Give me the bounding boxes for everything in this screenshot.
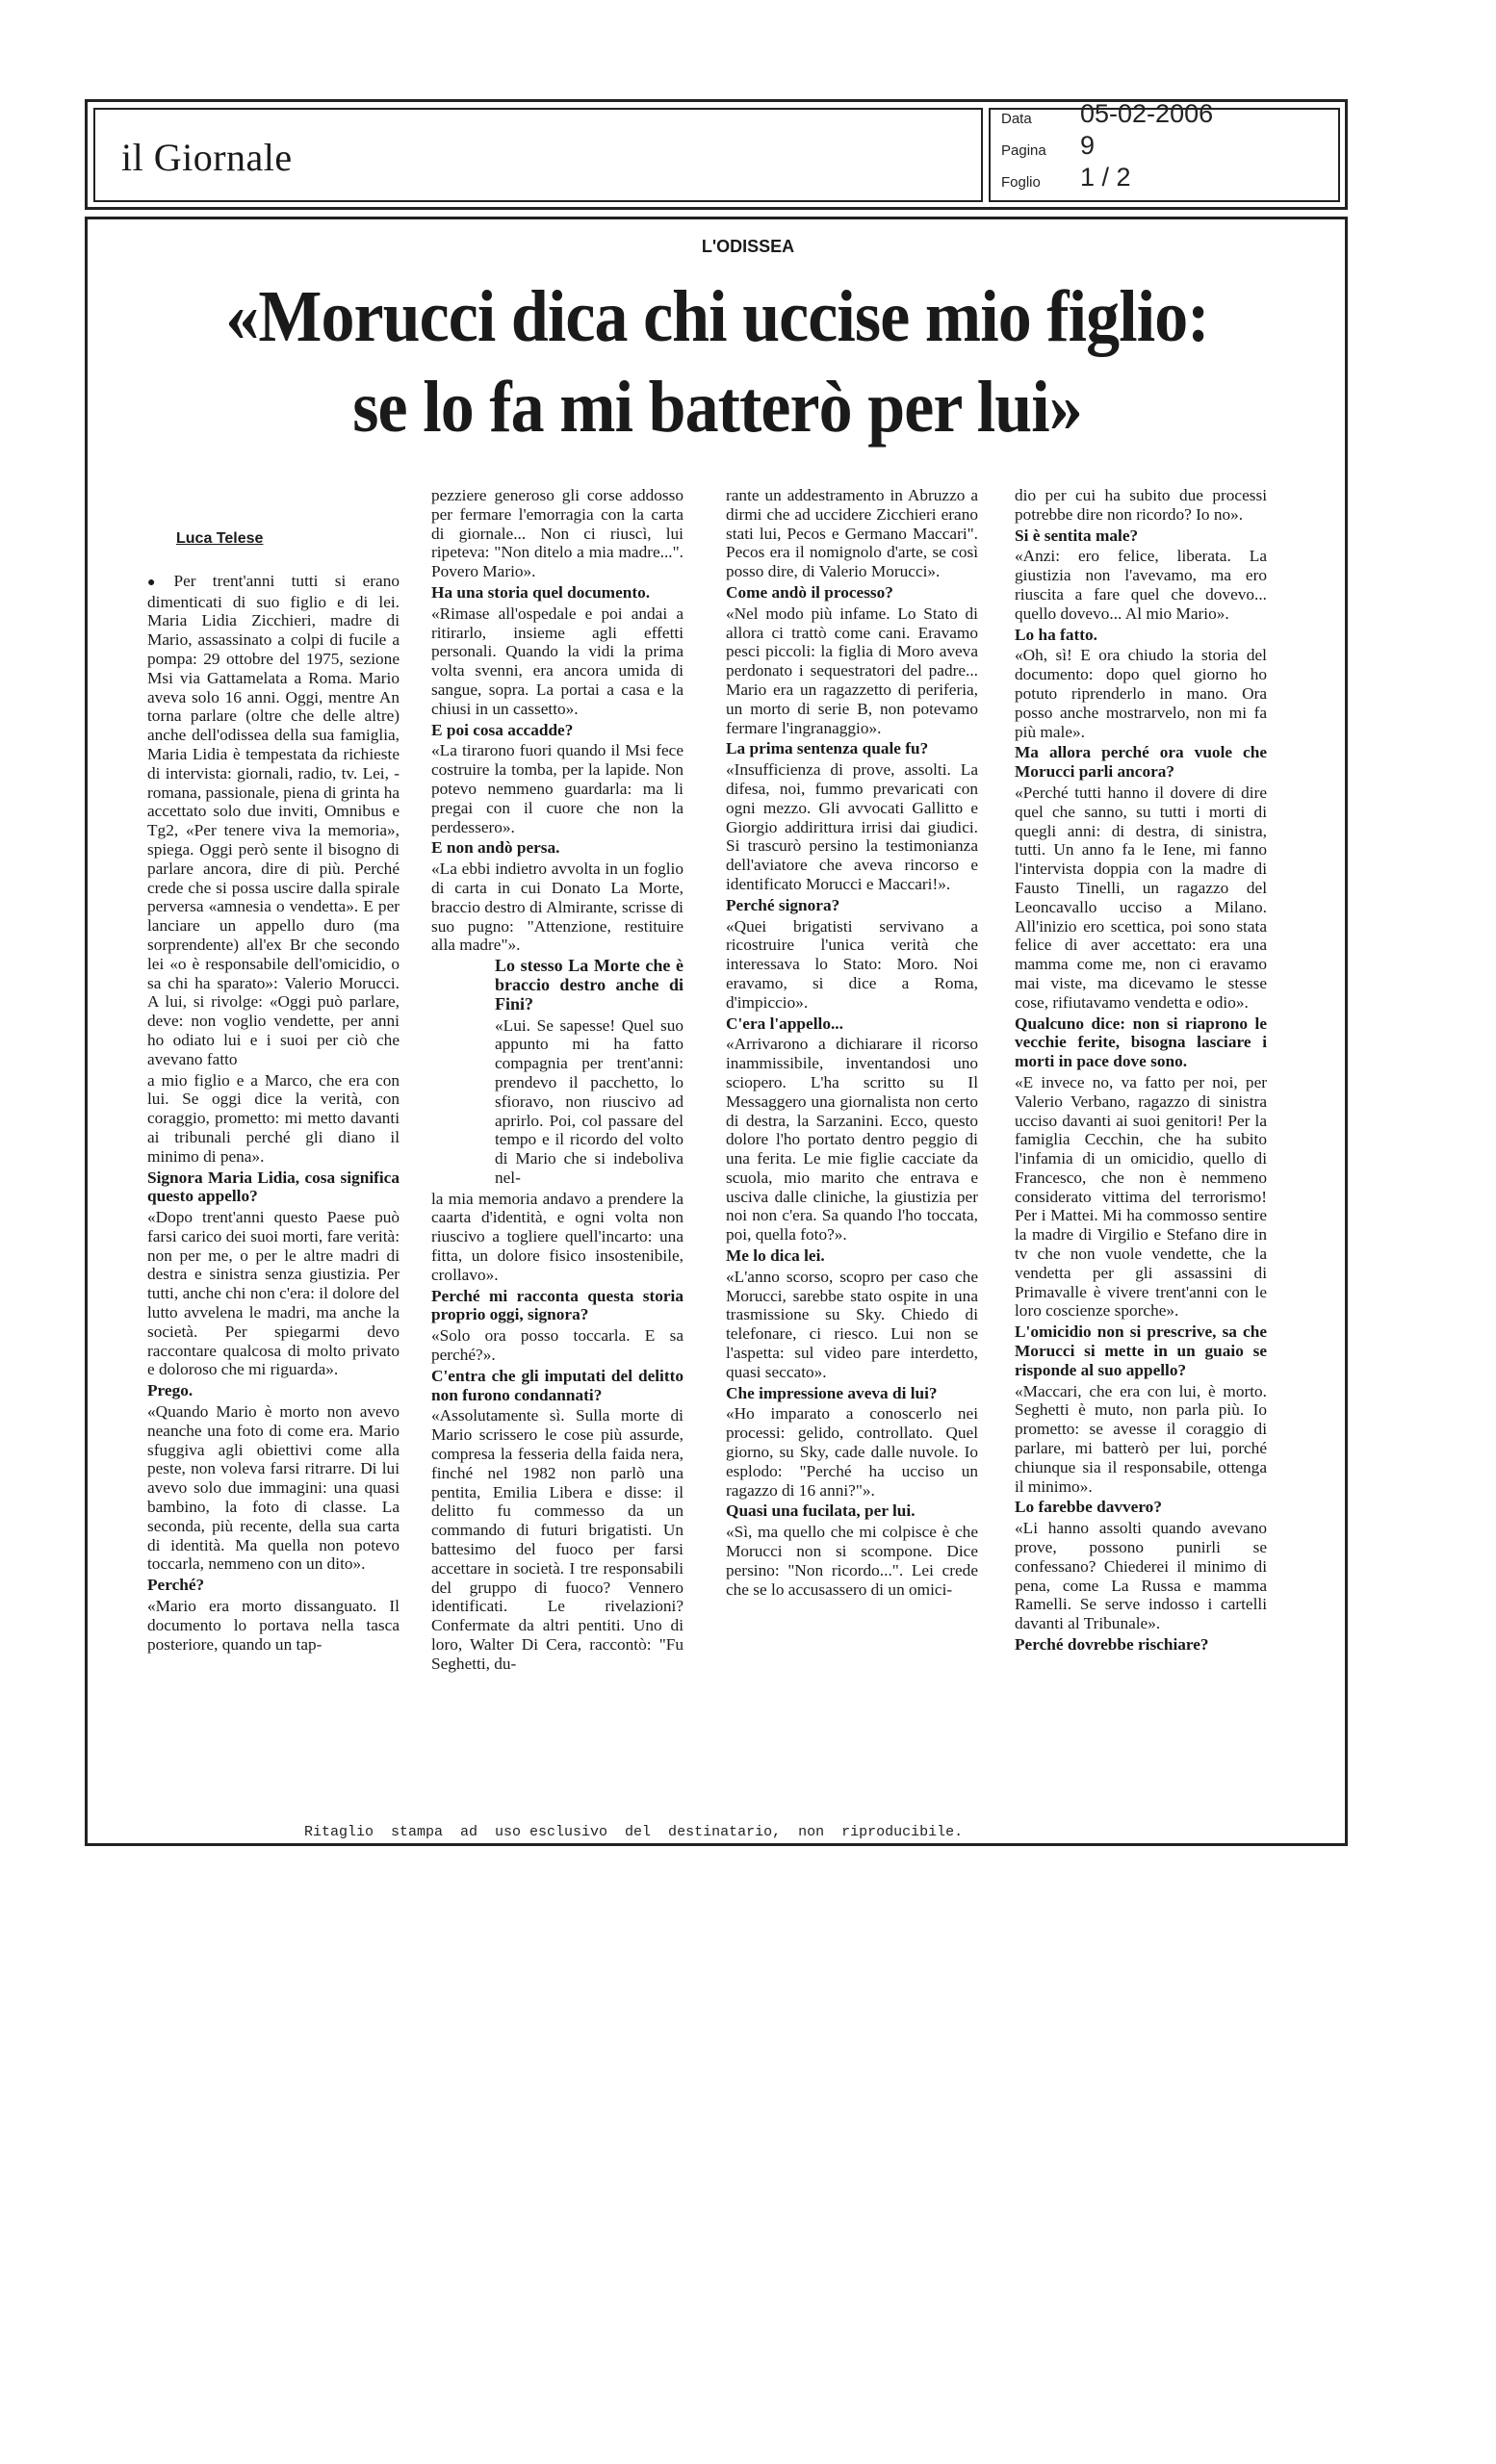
paragraph-text: Perché signora? [726,895,840,914]
paragraph-text: E non andò persa. [431,838,560,858]
paragraph [1015,486,1267,525]
paragraph-text: «L'anno scorso, scopro per caso che Morucci, sarebbe stato ospite in una trasmissione su Sky. Chiedo di telefonare, ci riesco. Lui non se l'aspetta: sul video pare interdetto, quasi seccato». [726,1267,978,1381]
question [147,1381,400,1400]
paragraph [726,486,978,581]
paragraph-text: C'era l'appello... [726,1014,843,1033]
paragraph [431,741,684,836]
paragraph [1015,547,1267,623]
paragraph-text: «La tirarono fuori quando il Msi fece costruire la tomba, per la lapide. Non potevo nemmeno guardarla: ma li pregai con il cuore che non la perdessero». [431,741,684,836]
paragraph [726,1268,978,1382]
question [147,1576,400,1595]
paragraph [147,572,400,1069]
paragraph [726,917,978,1013]
page-label: Pagina [1001,142,1046,159]
section-label: L'ODISSEA [701,237,795,256]
question [726,1014,978,1034]
article-column-3 [726,486,978,1829]
paragraph [1015,1519,1267,1633]
date-label: Data [1001,111,1032,127]
paragraph-text: «Insufficienza di prove, assolti. La difesa, noi, fummo prevaricati con ogni mezzo. Gli avvocati Gallitto e Giorgio addirittura irrisi dai giudici. Si trascurò persino la testimonianza dell'aviatore che aveva rincorso e identificato Morucci e Maccari!». [726,760,978,893]
paragraph [431,860,684,955]
byline: Luca Telese [176,530,264,547]
question [726,583,978,603]
paragraph-text: «Maccari, che era con lui, è morto. Seghetti è muto, non parla più. Io prometto: se avesse il coraggio di parlare, mi batterò per lui, porché chiunque sia il responsabile, ottenga il minimo». [1015,1381,1267,1496]
question [726,1384,978,1403]
paragraph [147,1402,400,1574]
paragraph-text: Qualcuno dice: non si riaprono le vecchie ferite, bisogna lasciare i morti in pace dove sono. [1015,1014,1267,1071]
paragraph [431,604,684,719]
question [431,1287,684,1325]
paragraph-text: «Sì, ma quello che mi colpisce è che Morucci non si scompone. Dice persino: "Non ricordo...". Lei crede che se lo accusassero di un omici- [726,1523,978,1599]
paragraph-text: «Solo ora posso toccarla. E sa perché?». [431,1326,684,1365]
question [431,1367,684,1405]
question [726,739,978,758]
paragraph-text: «Quei brigatisti servivano a ricostruire l'unica verità che interessava lo Stato: Moro. Noi eravamo, si dice a Roma, d'impiccio». [726,916,978,1012]
question [1015,526,1267,546]
question [495,957,684,1014]
paragraph-text: Per trent'anni tutti si erano dimenticati di suo figlio e di lei. Maria Lidia Zicchieri, madre di Mario, assassinato a colpi di fucile a pompa: 29 ottobre del 1975, sezione Msi via Gattamelata a Roma. Mario aveva solo 16 anni. Oggi, mentre An torna parlare (oltre che delle altre) anche dell'odissea della sua famiglia, Maria Lidia è tempestata da richieste di intervista: giornali, radio, tv. Lei, - romana, passionale, piena di grinta ha accettato solo due inviti, Omnibus e Tg2, «Per tenere viva la memoria», spiega. Oggi però sente il bisogno di parlare ancora, dire di più. Perché crede che si possa uscire dalla spirale perversa «amnesia o vendetta». E per lanciare un appello duro (ma sorprendente) all'ex Br che secondo lei «o è responsabile dell'omicidio, o sa chi ha sparato»: Valerio Morucci. A lui, si rivolge: «Oggi può parlare, deve: non voglio vendette, per anni ho odiato lui e i suoi per ciò che avevano fatto [147,571,400,1068]
footer-notice: Ritaglio stampa ad uso esclusivo del destinatario, non riproducibile. [304,1824,964,1840]
paragraph-text: «Nel modo più infame. Lo Stato di allora ci trattò come cani. Eravamo pesci piccoli: la figlia di Moro aveva perdonato i sequestratori del padre... Mario era un ragazzetto di periferia, un morto di serie B, non potevamo fermare l'ingranaggio». [726,603,978,737]
paragraph-text: a mio figlio e a Marco, che era con lui. Se oggi dice la verità, con coraggio, prometto: mi metto davanti ai tribunali perché gli diano il minimo di pena». [147,1070,400,1166]
paragraph [726,1404,978,1500]
paragraph-text: Ma allora perché ora vuole che Morucci parli ancora? [1015,743,1267,782]
paragraph-text: Come andò il processo? [726,582,893,602]
question [1015,626,1267,645]
paragraph [431,1406,684,1673]
paragraph-text: Perché mi racconta questa storia proprio oggi, signora? [431,1286,684,1324]
paragraph-text: Lo farebbe davvero? [1015,1498,1162,1517]
question [1015,743,1267,782]
question [726,1502,978,1521]
paragraph-text: Ha una storia quel documento. [431,582,651,602]
paragraph-text: «Dopo trent'anni questo Paese può farsi carico dei suoi morti, fare verità: non per me, o per le altre madri di destra e sinistra senza giustizia. Per tutti, anche chi non c'era: il dolore del lutto avvelena le madri, ma anche la società. Per spiegarmi devo raccontare qualcosa di molto privato e doloroso che mi riguarda». [147,1208,400,1379]
paragraph-text: «Anzi: ero felice, liberata. La giustizia non l'avevamo, ma ero riuscita a fare quel che dovevo... quello dovevo... Al mio Mario». [1015,547,1267,623]
masthead: il Giornale [121,136,293,179]
paragraph [147,1071,400,1167]
sheet-value: 1 / 2 [1080,163,1131,192]
paragraph-text: «Oh, sì! E ora chiudo la storia del documento: dopo quel giorno ho potuto riprenderlo in mano. Ora posso anche mostrarvelo, non mi fa più male». [1015,646,1267,741]
paragraph [495,1016,684,1188]
page-value: 9 [1080,131,1096,160]
question [1015,1635,1267,1655]
headline-line-2: se lo fa mi batterò per lui» [352,367,1082,448]
paragraph-text: Lo ha fatto. [1015,625,1097,644]
paragraph [726,604,978,738]
article-column-1 [147,481,400,1824]
sheet-label: Foglio [1001,174,1041,191]
date-value: 05-02-2006 [1080,99,1214,128]
paragraph-text: «Quando Mario è morto non avevo neanche una foto di come era. Mario sfuggiva agli obiettivi come alla peste, non voleva farsi ritrarre. Di lui avevo solo due immagini: una quasi bambino, la foto di classe. La seconda, più recente, della sua carta di identità. Ma quella non potevo toccarla, nemmeno con un dito». [147,1402,400,1574]
paragraph-text: Prego. [147,1381,193,1400]
paragraph-text: Quasi una fucilata, per lui. [726,1502,916,1521]
paragraph [431,1190,684,1285]
paragraph-text: la mia memoria andavo a prendere la caarta d'identità, e ogni volta non riuscivo a togliere quell'incarto: una fitta, un dolore fisico insostenibile, crollavo». [431,1189,684,1284]
paragraph [1015,646,1267,741]
bullet-icon: ● [147,575,168,590]
paragraph-text: «Rimase all'ospedale e poi andai a ritirarlo, insieme agli effetti personali. Quando la vidi la prima volta svenni, era ancora umida di sangue, sopra. La portai a casa e la chiusi in un cassetto». [431,603,684,718]
paragraph [147,1208,400,1379]
question [431,583,684,603]
question [1015,1498,1267,1517]
question [431,721,684,740]
paragraph-text: «Lui. Se sapesse! Quel suo appunto mi ha fatto compagnia per trent'anni: prendevo il pacchetto, lo sfioravo, non riuscivo ad aprirlo. Poi, col passare del tempo e il ricordo del volto di Mario che si indeboliva nel- [495,1015,684,1187]
paragraph-text: La prima sentenza quale fu? [726,739,929,758]
paragraph [1015,1382,1267,1497]
paragraph-text: rante un addestramento in Abruzzo a dirmi che ad uccidere Zicchieri erano stati lui, Pecos e Germano Maccari". Pecos era il nomignolo d'arte, se così posso dire, di Valerio Morucci». [726,486,978,581]
question [1015,1322,1267,1379]
question [1015,1014,1267,1071]
question [726,1246,978,1266]
paragraph-text: L'omicidio non si prescrive, sa che Morucci si mette in un guaio se risponde al suo appello? [1015,1322,1267,1379]
paragraph [726,1523,978,1599]
article-column-4 [1015,486,1267,1829]
paragraph-text: C'entra che gli imputati del delitto non furono condannati? [431,1366,684,1404]
paragraph-text: «Mario era morto dissanguato. Il documento lo portava nella tasca posteriore, quando un tap- [147,1597,400,1654]
paragraph-text: «E invece no, va fatto per noi, per Valerio Verbano, ragazzo di sinistra ucciso davanti ai suoi genitori! Per la famiglia Cecchin, che ha subito l'infamia di un omicidio, quello di Francesco, che non è nemmeno considerato vittima del terrorismo! Per i Mattei. Mi ha commosso sentire la madre di Virgilio e Stefano dire in tv che non vuole vendette, che la vendetta per gli assassini di Primavalle è vivere trent'anni con le loro coscienze sporche». [1015,1072,1267,1321]
inset-block [495,957,684,1188]
paragraph-text: E poi cosa accadde? [431,720,574,739]
question [147,1168,400,1207]
paragraph-text: Perché? [147,1576,205,1595]
paragraph [1015,783,1267,1013]
paragraph-text: pezziere generoso gli corse addosso per fermare l'emorragia con la carta di giornale... Non ci riuscì, lui ripeteva: "Non ditelo a mia madre...". Povero Mario». [431,486,684,581]
paragraph [147,1597,400,1654]
paragraph [1015,1073,1267,1321]
paragraph [726,1035,978,1245]
question [726,896,978,915]
headline-line-1: «Morucci dica chi uccise mio figlio: [225,276,1209,357]
article-column-2 [431,486,684,1829]
paragraph-text: «La ebbi indietro avvolta in un foglio di carta in cui Donato La Morte, braccio destro di Almirante, scrisse di suo pugno: "Attenzione, restituire alla madre"». [431,860,684,955]
paragraph-text: Me lo dica lei. [726,1246,825,1266]
paragraph-text: «Assolutamente sì. Sulla morte di Mario scrissero le cose più assurde, compresa la fesseria della faida nera, finché nel 1982 non parlò una pentita, Emilia Libera e disse: il delitto fu commesso da un commando di futuri brigatisti. Un battesimo del fuoco per farsi accettare in società. I tre responsabili del gruppo di fuoco? Vennero identificati. Le rivelazioni? Confermate da altri pentiti. Uno di loro, Walter Di Cera, raccontò: "Fu Seghetti, du- [431,1406,684,1673]
paragraph [431,486,684,581]
paragraph-text: dio per cui ha subito due processi potrebbe dire non ricordo? Io no». [1015,486,1267,524]
paragraph-text: «Li hanno assolti quando avevano prove, possono punirli se confessano? Chiederei il minimo di pena, come La Russa e mamma Ramelli. Se serve indosso i cartelli davanti al Tribunale». [1015,1519,1267,1633]
paragraph-text: Si è sentita male? [1015,526,1139,545]
paragraph-text: «Ho imparato a conoscerlo nei processi: gelido, controllato. Quel giorno, su Sky, cade dalle nuvole. Io esplodo: "Perché ha ucciso un ragazzo di 16 anni?"». [726,1404,978,1500]
paragraph-text: Perché dovrebbe rischiare? [1015,1635,1209,1655]
paragraph-text: «Perché tutti hanno il dovere di dire quel che sanno, su tutti i morti di quegli anni: di destra, di sinistra, tutti. Un anno fa le Iene, mi fanno l'intervista doppia con la madre di Fausto Tinelli, un ragazzo del Leoncavallo ucciso a Milano. All'inizio ero scettica, poi sono stata felice di aver accettato: era una mamma come me, non ci eravamo mai viste, ma dicevamo le stesse cose, rifiutavamo vendetta e odio». [1015,783,1267,1012]
paragraph-text: Lo stesso La Morte che è braccio destro anche di Fini? [495,956,684,1014]
paragraph-text: Che impressione aveva di lui? [726,1383,938,1402]
headline [142,271,1293,452]
paragraph [726,760,978,894]
paragraph-text: «Arrivarono a dichiarare il ricorso inammissibile, inventandosi uno sciopero. L'ha scritto su Il Messaggero una giornalista non certo di destra, la Sarzanini. Ecco, questo dolore l'ho portato dentro peggio di una ferita. Le mie figlie cacciate da scuola, mio marito che entrava e usciva dalle cliniche, la giustizia per noi non c'era. Sa quando l'ho toccata, poi, quella foto?». [726,1035,978,1245]
question [431,838,684,858]
paragraph-text: Signora Maria Lidia, cosa significa questo appello? [147,1168,400,1206]
paragraph [431,1326,684,1365]
